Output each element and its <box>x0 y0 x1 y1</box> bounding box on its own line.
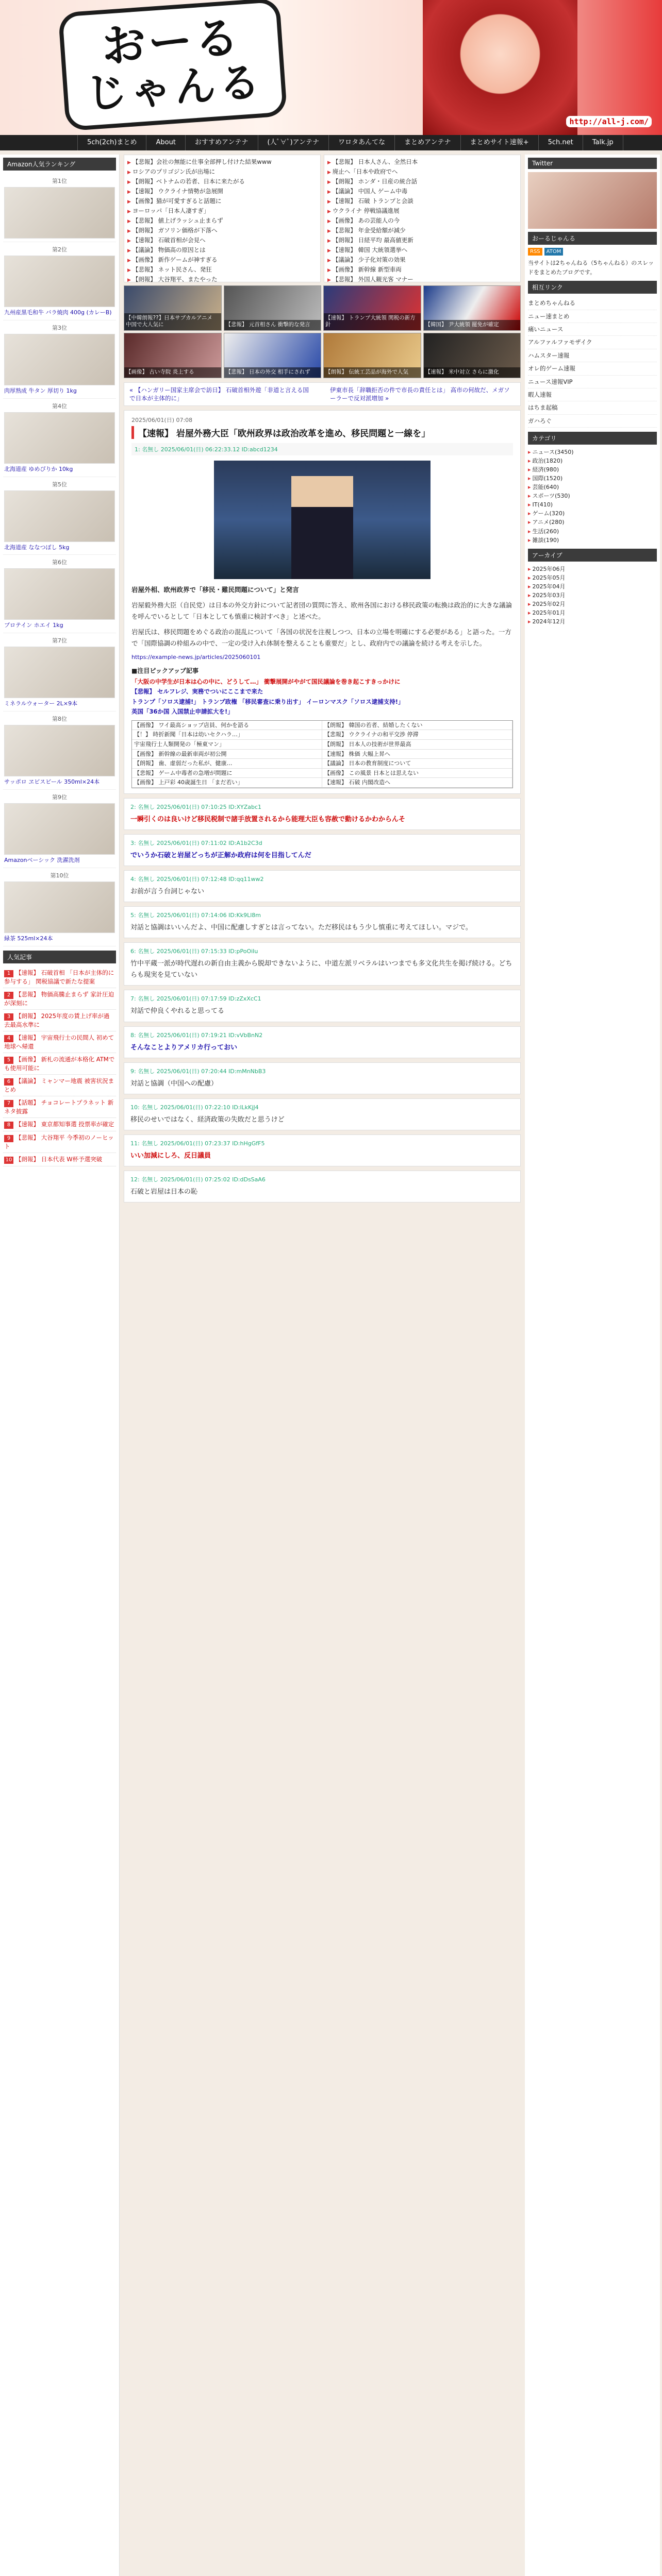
comment-body: いい加減にしろ、反日議員 <box>130 1151 211 1160</box>
popular-rank: 4 <box>4 1035 13 1042</box>
popular-title: 人気記事 <box>3 951 116 963</box>
popular-rank: 9 <box>4 1135 13 1142</box>
popular-list <box>3 967 116 1167</box>
comment-header: 10: 名無し 2025/06/01(日) 07:22:10 ID:lLkKjJ4 <box>130 1104 259 1111</box>
product-name[interactable]: 北海道産 ななつぼし 5kg <box>4 544 70 551</box>
comment-header: 3: 名無し 2025/06/01(日) 07:11:02 ID:A1b2C3d <box>130 840 262 846</box>
nav-item[interactable]: まとめサイト速報+ <box>461 135 539 150</box>
headline-link[interactable]: ▶ 【悲報】 外国人観光客 マナー <box>327 275 517 284</box>
pickup-cell[interactable]: 【！】 時折新聞「日本は幼いセクハラ…」 <box>132 730 322 739</box>
comment-header: 4: 名無し 2025/06/01(日) 07:12:48 ID:qq11ww2 <box>130 876 264 883</box>
product-image[interactable] <box>4 490 115 542</box>
comment <box>124 1134 521 1166</box>
article-source-link[interactable]: https://example-news.jp/articles/2025060101 <box>131 653 261 660</box>
ranking-item[interactable] <box>3 399 116 477</box>
pickup-row <box>132 778 512 788</box>
headline-link[interactable]: ▶ 【悲報】 値上げラッシュ止まらず <box>127 216 317 226</box>
mutual-link[interactable]: まとめちゃんねる <box>528 297 657 310</box>
ranking-number: 第5位 <box>52 481 67 488</box>
thumbnail-caption[interactable]: 【韓国】 尹大統領 罷免が確定 <box>424 320 521 330</box>
category-list <box>528 448 657 545</box>
article <box>124 410 521 794</box>
comment-header: 11: 名無し 2025/06/01(日) 07:23:37 ID:hHgGfF5 <box>130 1140 265 1147</box>
comment <box>124 1026 521 1058</box>
popular-item[interactable] <box>3 1096 116 1118</box>
headline-link[interactable]: ▶ 【朗報】 日経平均 最高値更新 <box>327 235 517 245</box>
product-name[interactable]: 九州産黒毛和牛 バラ焼肉 400g (カレーB) <box>4 309 112 316</box>
product-name[interactable]: ミネラルウォーター 2L×9本 <box>4 700 78 707</box>
nav-item[interactable]: 5ch.net <box>539 135 583 150</box>
category-link[interactable]: ▸ ニュース(3450) <box>528 448 657 456</box>
popular-item[interactable] <box>3 1031 116 1053</box>
pickup-row <box>132 740 512 750</box>
comment-header: 8: 名無し 2025/06/01(日) 07:19:21 ID:vVbBnN2 <box>130 1031 263 1039</box>
popular-item[interactable] <box>3 1010 116 1031</box>
headline-link[interactable]: ▶ 【速報】 韓国 大統領選挙へ <box>327 245 517 255</box>
pickup-row <box>132 759 512 769</box>
ranking-number: 第8位 <box>52 716 67 723</box>
category-link[interactable]: ▸ 政治(1820) <box>528 456 657 465</box>
prev-article-link[interactable]: « 【ハンガリー国家主席会で訪日】 石破首相外遊「非道と言える国で日本が主体的に」 <box>129 386 309 402</box>
thumbnail-card[interactable] <box>224 285 322 331</box>
pickup-cell[interactable]: 【朗報】 日本人の技術が世界最高 <box>322 740 512 749</box>
headline-link[interactable]: ▶ 【朗報】 ホンダ・日産の統合話 <box>327 177 517 187</box>
article-date: 2025/06/01(日) 07:08 <box>131 417 193 424</box>
thumbnail-card[interactable] <box>323 285 421 331</box>
ranking-item[interactable] <box>3 711 116 790</box>
headline-link[interactable]: ▶ 【悲報】 日本人さん、全然日本 <box>327 157 517 167</box>
product-image[interactable] <box>4 256 115 307</box>
comment <box>124 1062 521 1094</box>
right-sidebar <box>525 155 660 2576</box>
comment <box>124 942 521 986</box>
comment <box>124 1098 521 1130</box>
twitter-widget[interactable] <box>528 172 657 229</box>
mutual-link[interactable]: アルファルファモザイク <box>528 336 657 349</box>
comment <box>124 870 521 902</box>
comment-header: 6: 名無し 2025/06/01(日) 07:15:33 ID:pPoOiIu <box>130 948 258 955</box>
category-link[interactable]: ▸ 雑談(190) <box>528 536 657 545</box>
popular-rank: 8 <box>4 1122 13 1129</box>
thumbnail-caption[interactable]: 【朗報】 伝統工芸品が海外で人気 <box>324 367 421 378</box>
popular-item[interactable] <box>3 1118 116 1131</box>
headline-link[interactable]: ▶ 【朗報】 大谷翔平、またやった <box>127 275 317 284</box>
popular-item[interactable] <box>3 1053 116 1075</box>
ranking-number: 第1位 <box>52 178 67 184</box>
link-column-1 <box>124 155 321 282</box>
comment-body: でいうか石破と岩屋どっちが正解か政府は何を目指してんだ <box>130 852 311 859</box>
archive-link[interactable]: ▸ 2025年06月 <box>528 565 657 573</box>
pickup-list <box>131 677 513 717</box>
ranking-number: 第6位 <box>52 559 67 566</box>
comment-header: 9: 名無し 2025/06/01(日) 07:20:44 ID:mMnNbB3 <box>130 1067 266 1075</box>
headline-link[interactable]: ▶ 【画像】 新幹線 新型車両 <box>327 265 517 275</box>
thumbnail-grid <box>124 285 521 378</box>
mutual-link[interactable]: 暇人速報 <box>528 388 657 401</box>
comment-body: 一瞬引くのは良いけど移民税制で諸手放置されるから能理大臣も容赦で動けるかわからんそ <box>130 815 406 823</box>
headline-link[interactable]: ▶ 【朗報】 ガソリン価格が下落へ <box>127 226 317 235</box>
product-image[interactable] <box>4 647 115 698</box>
pickup-row <box>132 750 512 759</box>
category-title: カテゴリ <box>528 432 657 445</box>
comment <box>124 990 521 1022</box>
mutual-link[interactable]: ニュース速報VIP <box>528 376 657 388</box>
pickup-cell[interactable]: 宇宙飛行士人類開発の「極東マン」 <box>132 740 322 749</box>
archive-link[interactable]: ▸ 2025年02月 <box>528 600 657 608</box>
headline-link[interactable]: ▶ 廃止へ「日本や政府でへ <box>327 167 517 177</box>
article-pager <box>124 382 521 406</box>
headline-link[interactable]: ▶ 【議論】 中国人 ゲーム中毒 <box>327 187 517 196</box>
ranking-item[interactable] <box>3 790 116 868</box>
mutual-link[interactable]: ニュー速まとめ <box>528 310 657 323</box>
popular-rank: 10 <box>4 1157 13 1164</box>
comment-header: 12: 名無し 2025/06/01(日) 07:25:02 ID:dDsSaA6 <box>130 1176 266 1183</box>
thumbnail-caption[interactable]: 【速報】 米中対立 さらに激化 <box>424 367 521 378</box>
headline-link[interactable]: ▶ 【速報】 石破 トランプと会談 <box>327 196 517 206</box>
ranking-number: 第7位 <box>52 637 67 645</box>
archive-link[interactable]: ▸ 2024年12月 <box>528 617 657 626</box>
ranking-item[interactable] <box>3 320 116 399</box>
popular-item[interactable] <box>3 1131 116 1153</box>
comment-header: 5: 名無し 2025/06/01(日) 07:14:06 ID:Kk9Ll8m <box>130 912 261 919</box>
thumbnail-card[interactable] <box>423 333 521 378</box>
category-link[interactable]: ▸ スポーツ(530) <box>528 492 657 500</box>
pickup-cell[interactable]: 【画像】 ワイ最高ショップ店員、何かを語る <box>132 721 322 730</box>
mascot-image <box>423 0 577 135</box>
popular-rank: 1 <box>4 970 13 977</box>
comment-body: 石破と岩屋は日本の恥 <box>130 1188 198 1196</box>
popular-rank: 3 <box>4 1013 13 1021</box>
pickup-link[interactable]: トランプ「ソロス逮捕!」 トランプ政権 「移民審査に乗り出す」 イーロンマスク「ソロス逮捕支持!」 <box>131 698 404 705</box>
popular-text[interactable]: 【画像】 新札の流通が本格化 ATMでも使用可能に <box>4 1055 115 1072</box>
product-name[interactable]: プロテイン ホエイ 1kg <box>4 622 63 629</box>
popular-text[interactable]: 【朗報】 日本代表 W杯予選突破 <box>15 1156 103 1163</box>
comment-body: そんなことよりアメリカ行っておい <box>130 1043 238 1052</box>
category-link[interactable]: ▸ 芸能(640) <box>528 483 657 492</box>
popular-item[interactable] <box>3 967 116 988</box>
article-body-1: 岩屋毅外務大臣（自民党）は日本の外交方針について記者団の質問に答え、欧州各国における移民政策の転換は政治的に大きな議論を呼んでいるとして「日本としても慎重に検討すべき」と述べた。 <box>131 601 512 620</box>
headline-link[interactable]: ▶ 【朗報】ベトナムの若者、日本に来たがる <box>127 177 317 187</box>
top-link-blocks <box>124 155 521 282</box>
popular-text[interactable]: 【話題】 チョコレートプラネット 新ネタ披露 <box>4 1099 114 1115</box>
headline-link[interactable]: ▶ 【悲報】 年金受給額が減少 <box>327 226 517 235</box>
headline-link[interactable]: ▶ ヨーロッパ「日本人凄すぎ」 <box>127 206 317 216</box>
site-logo[interactable] <box>58 0 288 131</box>
pickup-cell[interactable]: 【朗報】 韓国の若者、結婚したくない <box>322 721 512 730</box>
popular-rank: 2 <box>4 992 13 999</box>
comment-list <box>124 798 521 1202</box>
nav-item[interactable]: まとめアンテナ <box>395 135 460 150</box>
pickup-row <box>132 721 512 731</box>
comment <box>124 1171 521 1202</box>
logo-line2: じゃんる <box>84 58 264 118</box>
comment-body: 竹中平蔵一派が時代遅れの新自由主義から脱却できないように、中道左派リベラルはいつまでも多文化共生を掲げ続ける。どちらも現実を見ていない <box>130 960 512 979</box>
product-name[interactable]: Amazonベーシック 洗濯洗剤 <box>4 856 80 863</box>
comment <box>124 798 521 830</box>
product-image[interactable] <box>4 725 115 776</box>
atom-icon[interactable]: ATOM <box>544 248 564 256</box>
product-name[interactable]: 北海道産 ゆめぴりか 10kg <box>4 465 73 472</box>
pickup-title: ■注目ピックアップ記事 <box>131 667 199 674</box>
product-image[interactable] <box>4 568 115 620</box>
ranking-number: 第4位 <box>52 402 67 410</box>
ranking-item[interactable] <box>3 242 116 320</box>
product-image[interactable] <box>4 882 115 933</box>
pickup-cell[interactable]: 【悲報】 ウクライナの和平交渉 停滞 <box>322 730 512 739</box>
thumbnail-card[interactable] <box>124 285 222 331</box>
archive-link[interactable]: ▸ 2025年01月 <box>528 608 657 617</box>
main-column <box>124 155 521 2576</box>
mutual-link[interactable]: ガハろぐ <box>528 415 657 428</box>
comment-body: 対話と協調（中国への配慮） <box>130 1079 218 1088</box>
headline-link[interactable]: ▶ ウクライナ 停戦協議進展 <box>327 206 517 216</box>
category-link[interactable]: ▸ 国際(1520) <box>528 474 657 483</box>
headline-link[interactable]: ▶ ロシアのプリゴジン氏が出場に <box>127 167 317 177</box>
product-name[interactable]: 肉厚熟成 牛タン 厚切り 1kg <box>4 387 77 394</box>
archive-title: アーカイブ <box>528 549 657 562</box>
twitter-title: Twitter <box>528 158 657 169</box>
pickup-table <box>131 720 513 788</box>
category-link[interactable]: ▸ アニメ(280) <box>528 518 657 527</box>
popular-text[interactable]: 【速報】 東京都知事選 投票率が確定 <box>15 1121 114 1128</box>
popular-item[interactable] <box>3 1075 116 1096</box>
thumbnail-card[interactable] <box>224 333 322 378</box>
comment-header: 2: 名無し 2025/06/01(日) 07:10:25 ID:XYZabc1 <box>130 803 262 810</box>
links-title: 相互リンク <box>528 281 657 294</box>
archive-link[interactable]: ▸ 2025年03月 <box>528 591 657 600</box>
ranking-title: Amazon人気ランキング <box>3 158 116 171</box>
popular-item[interactable] <box>3 988 116 1010</box>
person-figure <box>291 476 353 579</box>
popular-text[interactable]: 【議論】 ミャンマー地震 被害状況まとめ <box>4 1077 114 1094</box>
article-photo <box>214 461 431 579</box>
site-url: http://all-j.com/ <box>566 116 652 127</box>
thumbnail-card[interactable] <box>323 333 421 378</box>
popular-rank: 5 <box>4 1057 13 1064</box>
next-article-link[interactable]: 伊東市長「辞職拒否の件で市長の責任とは」 高市の何故だ、メガソーラーで反対派増加 » <box>329 386 510 402</box>
product-image[interactable] <box>4 803 115 855</box>
global-nav <box>0 135 662 150</box>
product-image[interactable] <box>4 412 115 464</box>
ranking-number: 第2位 <box>52 246 67 253</box>
pickup-cell[interactable]: 【朗報】 歯、虚弱だった私が、健康… <box>132 759 322 768</box>
headline-link[interactable]: ▶ 【画像】猫が可愛すぎると話題に <box>127 196 317 206</box>
pickup-cell[interactable]: 【速報】 石破 内閣改造へ <box>322 778 512 787</box>
ranking-item[interactable] <box>3 633 116 711</box>
headline-link[interactable]: ▶ 【悲報】 ネット民さん、発狂 <box>127 265 317 275</box>
popular-item[interactable] <box>3 1153 116 1166</box>
rss-icon[interactable]: RSS <box>528 248 542 256</box>
pickup-row <box>132 769 512 778</box>
thumbnail-caption[interactable]: 【悲報】 元首相さん 衝撃的な発言 <box>224 320 321 330</box>
comment-body: お前が言う台詞じゃない <box>130 888 205 896</box>
archive-list <box>528 565 657 626</box>
comment <box>124 834 521 866</box>
thumbnail-card[interactable] <box>423 285 521 331</box>
rss-buttons <box>528 248 657 256</box>
mutual-link[interactable]: 痛いニュース <box>528 323 657 336</box>
nav-item[interactable]: (人ﾟ∀ﾟ)アンテナ <box>258 135 329 150</box>
nav-item[interactable]: Talk.jp <box>583 135 623 150</box>
product-name[interactable]: 緑茶 525ml×24本 <box>4 935 53 942</box>
popular-text[interactable]: 【悲報】 物価高騰止まらず 家計圧迫が深刻に <box>4 990 114 1007</box>
comment-header: 7: 名無し 2025/06/01(日) 07:17:59 ID:zZxXcC1 <box>130 995 261 1003</box>
mutual-link[interactable]: オレ的ゲーム速報 <box>528 362 657 375</box>
product-image[interactable] <box>4 334 115 385</box>
info-text: 当サイトは2ちゃんねる（5ちゃんねる）のスレッドをまとめたブログです。 <box>528 260 654 276</box>
pickup-link[interactable]: 英国「36か国 入国禁止申請拡大を!」 <box>131 708 234 716</box>
popular-rank: 7 <box>4 1100 13 1107</box>
article-title: 【速報】 岩屋外務大臣「欧州政界は政治改革を進め、移民問題と一線を」 <box>131 426 513 439</box>
logo-line1: おーる <box>100 11 243 73</box>
mutual-links <box>528 297 657 428</box>
thumbnail-caption[interactable]: 【悲報】 日本の外交 相手にされず <box>224 367 321 378</box>
article-meta: 1: 名無し 2025/06/01(日) 06:22:33.12 ID:abcd1234 <box>131 443 513 455</box>
mutual-link[interactable]: はちま起稿 <box>528 401 657 414</box>
article-body-2: 岩屋氏は、移民問題をめぐる政治の混乱について「各国の状況を注視しつつ、日本の立場を明確にする必要がある」と語った。一方で「国際協調の枠組みの中で、一定の受け入れ体制を整えることも重要だ」とし、政府内での議論を続ける考えを示した。 <box>131 628 511 647</box>
article-lead: 岩屋外相、欧州政界で「移民・難民問題について」と発言 <box>131 586 299 594</box>
product-image[interactable] <box>4 187 115 239</box>
pickup-cell[interactable]: 【速報】 株価 大幅上昇へ <box>322 750 512 759</box>
thumbnail-caption[interactable]: 【中韓朗報??】日本サブカルアニメ 中国で大人気に <box>124 313 221 330</box>
pickup-link[interactable]: 【悲報】 セルフレジ、実務でついにここまで来た <box>131 688 263 696</box>
headline-link[interactable]: ▶ 【速報】 石破首相が会見へ <box>127 235 317 245</box>
ranking-number: 第3位 <box>52 324 67 331</box>
link-column-2 <box>324 155 521 282</box>
ranking-list <box>3 174 116 946</box>
mutual-link[interactable]: ハムスター速報 <box>528 349 657 362</box>
comment-body: 移民のせいではなく、経済政策の失敗だと思うけど <box>130 1115 285 1124</box>
archive-link[interactable]: ▸ 2025年05月 <box>528 573 657 582</box>
ranking-item[interactable] <box>3 555 116 633</box>
pickup-cell[interactable]: 【悲報】 ゲーム中毒者の急増が問題に <box>132 769 322 778</box>
thumbnail-caption[interactable]: 【速報】 トランプ大統領 関税の新方針 <box>324 313 421 330</box>
nav-item[interactable]: おすすめアンテナ <box>186 135 258 150</box>
popular-text[interactable]: 【速報】 石破首相 「日本が主体的に参与する」 関税協議で新たな提案 <box>4 969 114 985</box>
pickup-link[interactable]: 「大阪の中学生が日本は心の中に、どうして…」 衝撃展開がやがて国民議論を巻き起こすきっかけに <box>131 677 401 685</box>
ranking-item[interactable] <box>3 174 116 242</box>
nav-item[interactable]: 5ch(2ch)まとめ <box>77 135 146 150</box>
category-link[interactable]: ▸ 生活(260) <box>528 527 657 536</box>
pickup-row <box>132 730 512 740</box>
popular-rank: 6 <box>4 1078 13 1086</box>
archive-link[interactable]: ▸ 2025年04月 <box>528 582 657 591</box>
headline-link[interactable]: ▶ 【議論】 少子化対策の効果 <box>327 255 517 265</box>
ranking-number: 第9位 <box>52 793 67 801</box>
info-title: おーるじゃんる <box>528 232 657 245</box>
headline-link[interactable]: ▶ 【悲報】会社の無能に仕事全部押し付けた結果www <box>127 157 317 167</box>
popular-text[interactable]: 【朗報】 2025年度の賃上げ率が過去最高水準に <box>4 1012 110 1028</box>
category-link[interactable]: ▸ 経済(980) <box>528 465 657 474</box>
pickup-cell[interactable]: 【画像】 新幹線の最新車両が初公開 <box>132 750 322 759</box>
comment <box>124 906 521 938</box>
thumbnail-card[interactable] <box>124 333 222 378</box>
pickup-cell[interactable]: 【画像】 この風景 日本とは思えない <box>322 769 512 778</box>
headline-link[interactable]: ▶ 【速報】 ウクライナ情勢が急展開 <box>127 187 317 196</box>
category-link[interactable]: ▸ IT(410) <box>528 500 657 509</box>
left-sidebar <box>0 155 120 2576</box>
headline-link[interactable]: ▶ 【画像】 新作ゲームが神すぎる <box>127 255 317 265</box>
product-name[interactable]: サッポロ ヱビスビール 350ml×24本 <box>4 778 100 786</box>
ranking-item[interactable] <box>3 477 116 555</box>
comment-body: 対話で仲良くやれると思ってる <box>130 1007 225 1015</box>
headline-link[interactable]: ▶ 【議論】 物価高の原因とは <box>127 245 317 255</box>
site-header <box>0 0 662 135</box>
category-link[interactable]: ▸ ゲーム(320) <box>528 509 657 518</box>
pickup-cell[interactable]: 【画像】 上戸彩 40歳誕生日 「まだ若い」 <box>132 778 322 787</box>
thumbnail-caption[interactable]: 【画像】 古い寺院 炎上する <box>124 367 221 378</box>
nav-item[interactable]: ワロタあんてな <box>329 135 395 150</box>
headline-link[interactable]: ▶ 【画像】 あの芸能人の今 <box>327 216 517 226</box>
nav-item[interactable]: About <box>146 135 185 150</box>
popular-text[interactable]: 【速報】 宇宙飛行士の民間人 初めて地球へ帰還 <box>4 1033 114 1050</box>
ranking-number: 第10位 <box>50 872 69 879</box>
pickup-cell[interactable]: 【議論】 日本の教育制度について <box>322 759 512 768</box>
popular-text[interactable]: 【悲報】 大谷翔平 今季初のノーヒット <box>4 1134 114 1150</box>
ranking-item[interactable] <box>3 868 116 946</box>
comment-body: 対話と協調はいいんだよ、中国に配慮しすぎとは言ってない。ただ移民はもう少し慎重に考えてほしい。マジで。 <box>130 924 472 932</box>
